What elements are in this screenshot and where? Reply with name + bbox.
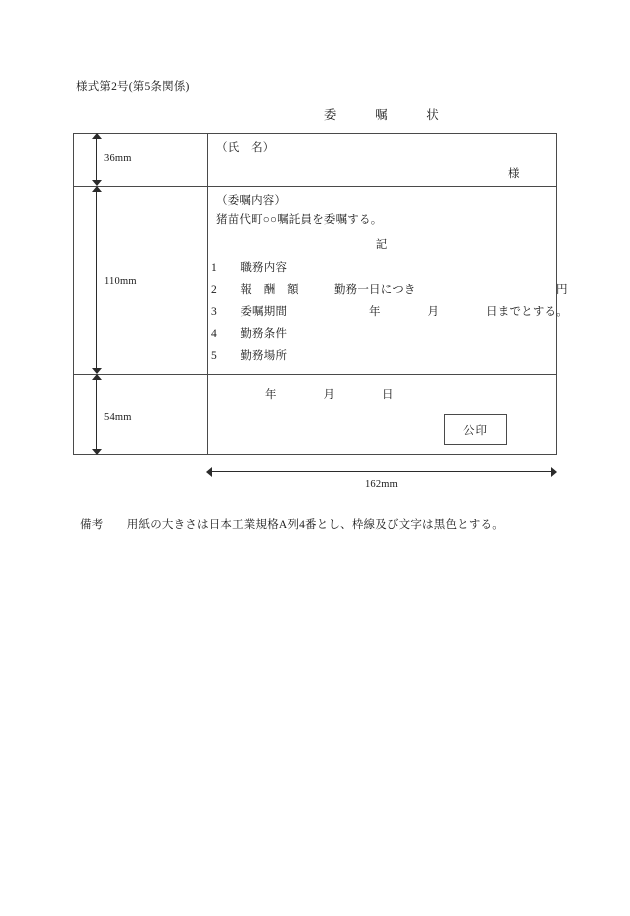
dimension-label-row3: 54mm [104, 412, 132, 423]
dimension-arrow-row3 [91, 374, 102, 455]
dimension-line [211, 471, 552, 472]
dimension-line [96, 379, 97, 450]
commission-sentence: 猪苗代町○○嘱託員を委嘱する。 [216, 214, 383, 226]
list-item: 4 勤務条件 [211, 328, 288, 340]
dimension-line [96, 138, 97, 181]
footnote: 備考 用紙の大きさは日本工業規格A列4番とし、枠線及び文字は黒色とする。 [80, 519, 504, 531]
name-field-label: （氏 名） [216, 142, 275, 154]
dimension-arrow-row2 [91, 186, 102, 374]
dimension-arrow-width [206, 466, 557, 477]
list-item: 2 報 酬 額 勤務一日につき 円 [211, 284, 568, 296]
list-item: 3 委嘱期間 年 月 日までとする。 [211, 306, 568, 318]
table-row-divider-2 [74, 374, 556, 375]
official-seal-label: 公印 [463, 424, 488, 437]
date-line: 年 月 日 [265, 389, 394, 401]
dimension-label-row1: 36mm [104, 153, 132, 164]
list-item: 1 職務内容 [211, 262, 288, 274]
dimension-arrow-row1 [91, 133, 102, 186]
arrow-head-right-icon [551, 467, 557, 477]
dimension-line [96, 191, 97, 369]
ki-mark: 記 [375, 239, 388, 251]
document-title: 委 嘱 状 [323, 108, 440, 122]
dimension-label-width: 162mm [364, 479, 399, 490]
list-item: 5 勤務場所 [211, 350, 288, 362]
dimension-label-row2: 110mm [104, 276, 137, 287]
arrow-head-down-icon [92, 449, 102, 455]
commission-content-label: （委嘱内容） [216, 195, 287, 207]
table-row-divider-1 [74, 186, 556, 187]
table-column-divider [207, 134, 208, 454]
official-seal-box [444, 414, 507, 445]
form-code: 様式第2号(第5条関係) [76, 81, 190, 93]
honorific-label: 様 [508, 168, 520, 180]
